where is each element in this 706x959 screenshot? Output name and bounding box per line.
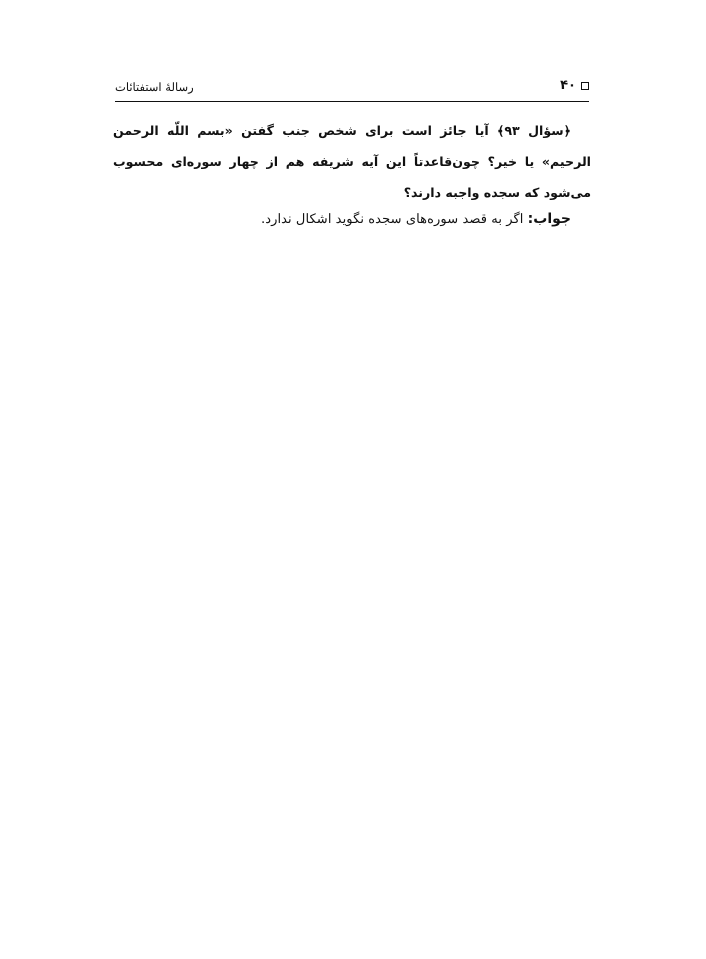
square-bullet-icon xyxy=(581,82,589,90)
page-number: ۴۰ xyxy=(560,78,576,93)
question-paragraph: ﴿سؤال ۹۳﴾ آیا جائز است برای شخص جنب گفتن «بسم اللّه الرحمن الرحیم» یا خیر؟ چون‌قاعدتاً این آیه شریفه هم از چهار سوره‌ای محسوب می‌شود که سجده واجبه دارند؟ xyxy=(113,123,591,200)
answer-label: جواب: xyxy=(527,211,571,227)
page-content xyxy=(113,115,591,231)
answer-text: اگر به قصد سوره‌های سجده نگوید اشکال ندارد. xyxy=(261,212,528,227)
page-header xyxy=(115,78,589,100)
page-number-group xyxy=(560,78,589,94)
header-divider xyxy=(115,101,589,102)
running-title: رسالۀ استفتائات xyxy=(115,80,194,94)
answer-paragraph xyxy=(113,208,591,231)
